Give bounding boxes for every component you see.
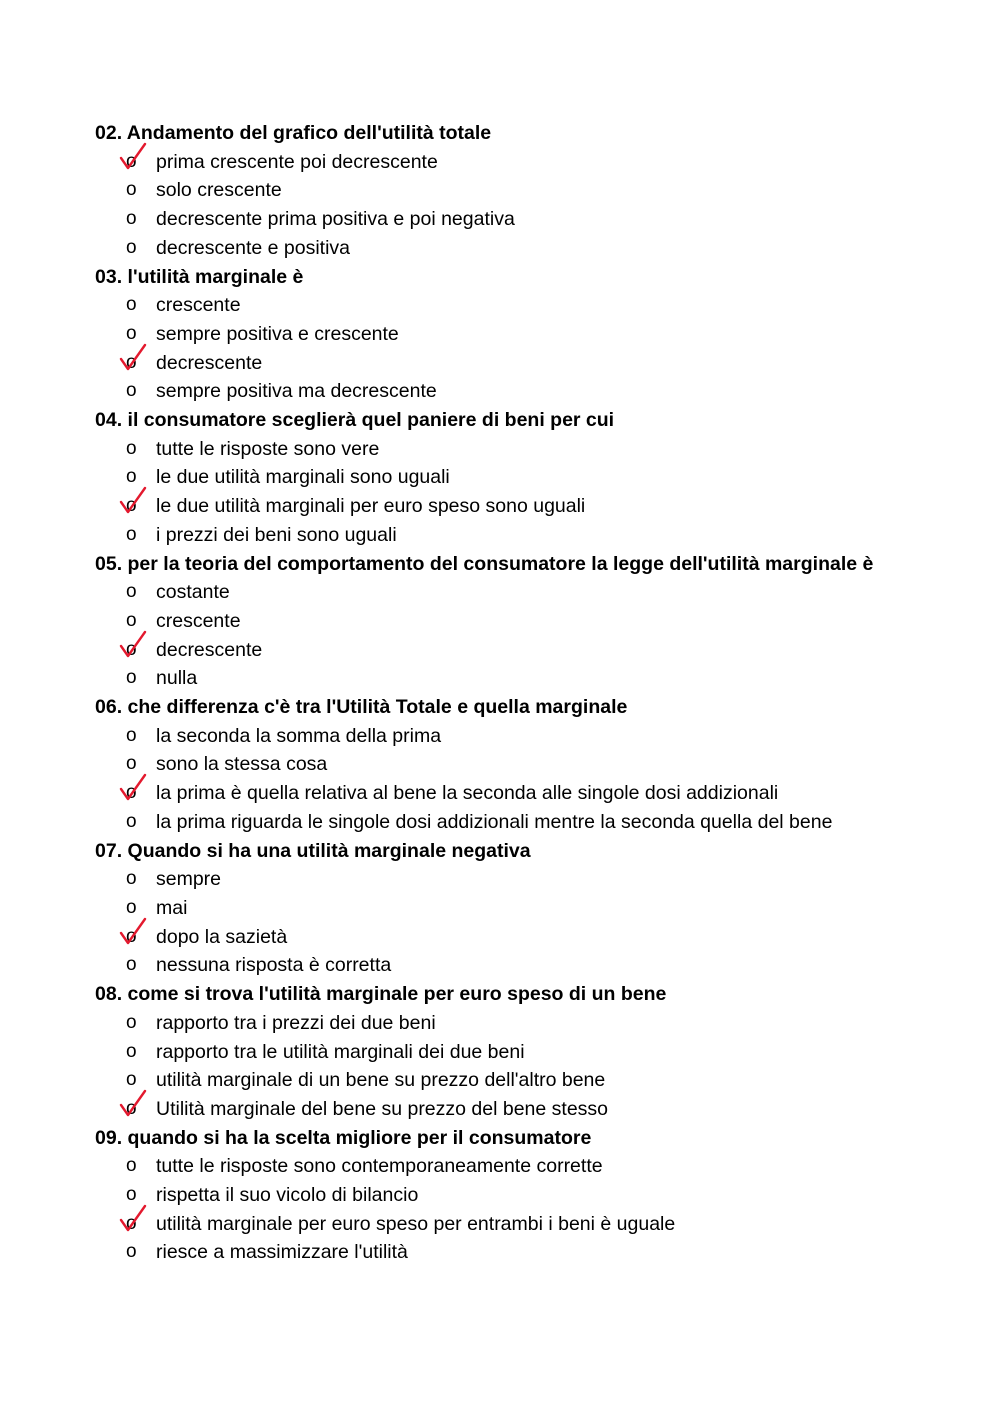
answer-option-checked	[95, 1210, 975, 1239]
answer-option	[95, 205, 975, 234]
answer-option-label: le due utilità marginali sono uguali	[156, 466, 450, 489]
bullet-icon: o	[126, 609, 137, 631]
question-title: 03. l'utilità marginale è	[95, 265, 304, 288]
answer-option	[95, 1181, 975, 1210]
bullet-icon: o	[126, 236, 137, 258]
bullet-icon: o	[126, 294, 137, 316]
question	[95, 119, 975, 263]
checkmark-icon	[117, 141, 149, 173]
answer-option-label: sempre	[156, 868, 222, 891]
bullet-icon: o	[126, 466, 137, 488]
answer-option	[95, 750, 975, 779]
bullet-icon: o	[126, 925, 137, 947]
bullet-icon: o	[126, 1212, 137, 1234]
quiz-list	[95, 119, 975, 1267]
answer-options	[95, 435, 975, 550]
bullet-icon: o	[126, 179, 137, 201]
answer-option-label: solo crescente	[156, 179, 282, 202]
answer-option-checked	[95, 1095, 975, 1124]
bullet-icon: o	[126, 351, 137, 373]
answer-option	[95, 951, 975, 980]
answer-option	[95, 234, 975, 263]
answer-option	[95, 1066, 975, 1095]
bullet-icon: o	[126, 380, 137, 402]
answer-option-label: la seconda la somma della prima	[156, 724, 442, 747]
answer-option	[95, 722, 975, 751]
answer-option-label: rapporto tra le utilità marginali dei due beni	[156, 1040, 525, 1063]
answer-option	[95, 865, 975, 894]
bullet-icon: o	[126, 150, 137, 172]
answer-option-label: crescente	[156, 294, 241, 317]
answer-option-label: nulla	[156, 667, 198, 690]
answer-option-label: dopo la sazietà	[156, 925, 288, 948]
bullet-icon: o	[126, 523, 137, 545]
answer-option	[95, 435, 975, 464]
answer-option-label: costante	[156, 581, 230, 604]
answer-option-label: decrescente prima positiva e poi negativa	[156, 208, 515, 231]
bullet-icon: o	[126, 868, 137, 890]
bullet-icon: o	[126, 1097, 137, 1119]
answer-option-label: crescente	[156, 609, 241, 632]
question	[95, 406, 975, 550]
question-title: 09. quando si ha la scelta migliore per il consumatore	[95, 1126, 592, 1149]
answer-option-label: prima crescente poi decrescente	[156, 150, 438, 173]
question	[95, 550, 975, 694]
answer-option	[95, 291, 975, 320]
bullet-icon: o	[126, 782, 137, 804]
bullet-icon: o	[126, 667, 137, 689]
answer-option-label: mai	[156, 896, 188, 919]
answer-option	[95, 664, 975, 693]
question-title: 02. Andamento del grafico dell'utilità totale	[95, 122, 492, 144]
answer-option-label: decrescente	[156, 351, 263, 374]
answer-option-label: i prezzi dei beni sono uguali	[156, 523, 397, 546]
answer-option-label: sempre positiva e crescente	[156, 322, 399, 345]
question	[95, 693, 975, 837]
answer-option	[95, 894, 975, 923]
answer-option-checked	[95, 923, 975, 952]
answer-option-label: utilità marginale di un bene su prezzo dell'altro bene	[156, 1069, 606, 1092]
answer-options	[95, 578, 975, 693]
answer-option	[95, 578, 975, 607]
bullet-icon: o	[126, 1241, 137, 1263]
answer-option	[95, 521, 975, 550]
question-title: 04. il consumatore sceglierà quel paniere di beni per cui	[95, 409, 615, 432]
checkmark-icon	[117, 1088, 149, 1120]
question	[95, 837, 975, 981]
answer-option-label: la prima è quella relativa al bene la seconda alle singole dosi addizionali	[156, 782, 779, 805]
bullet-icon: o	[126, 638, 137, 660]
question	[95, 263, 975, 407]
answer-option-checked	[95, 636, 975, 665]
bullet-icon: o	[126, 322, 137, 344]
answer-options	[95, 291, 975, 406]
answer-option	[95, 808, 975, 837]
answer-options	[95, 722, 975, 837]
answer-option	[95, 463, 975, 492]
bullet-icon: o	[126, 495, 137, 517]
checkmark-icon	[117, 1203, 149, 1235]
answer-option-label: rapporto tra i prezzi dei due beni	[156, 1011, 436, 1034]
bullet-icon: o	[126, 208, 137, 230]
question	[95, 1124, 975, 1268]
answer-option-checked	[95, 148, 975, 177]
answer-options	[95, 865, 975, 980]
answer-option-label: sempre positiva ma decrescente	[156, 380, 437, 403]
answer-option-label: rispetta il suo vicolo di bilancio	[156, 1184, 419, 1207]
question-title: 08. come si trova l'utilità marginale per euro speso di un bene	[95, 983, 667, 1006]
answer-option-label: riesce a massimizzare l'utilità	[156, 1241, 408, 1264]
answer-option	[95, 377, 975, 406]
checkmark-icon	[117, 485, 149, 517]
answer-options	[95, 1152, 975, 1267]
bullet-icon: o	[126, 810, 137, 832]
bullet-icon: o	[126, 1155, 137, 1177]
answer-options	[95, 1009, 975, 1124]
checkmark-icon	[117, 629, 149, 661]
answer-options	[95, 148, 975, 263]
answer-option-label: decrescente e positiva	[156, 236, 351, 259]
answer-option-label: tutte le risposte sono contemporaneamente corrette	[156, 1155, 603, 1178]
bullet-icon: o	[126, 437, 137, 459]
bullet-icon: o	[126, 1069, 137, 1091]
answer-option	[95, 176, 975, 205]
answer-option	[95, 1038, 975, 1067]
answer-option-label: tutte le risposte sono vere	[156, 437, 380, 460]
bullet-icon: o	[126, 896, 137, 918]
checkmark-icon	[117, 772, 149, 804]
answer-option-label: decrescente	[156, 638, 263, 661]
bullet-icon: o	[126, 581, 137, 603]
answer-option-checked	[95, 349, 975, 378]
answer-option-checked	[95, 492, 975, 521]
question-title: 05. per la teoria del comportamento del consumatore la legge dell'utilità marginale è	[95, 552, 874, 575]
answer-option	[95, 1152, 975, 1181]
answer-option	[95, 1238, 975, 1267]
answer-option	[95, 607, 975, 636]
bullet-icon: o	[126, 753, 137, 775]
answer-option-label: utilità marginale per euro speso per entrambi i beni è uguale	[156, 1212, 676, 1235]
checkmark-icon	[117, 342, 149, 374]
answer-option-label: le due utilità marginali per euro speso sono uguali	[156, 495, 586, 518]
answer-option-checked	[95, 779, 975, 808]
answer-option-label: nessuna risposta è corretta	[156, 954, 392, 977]
question-title: 06. che differenza c'è tra l'Utilità Totale e quella marginale	[95, 696, 628, 719]
bullet-icon: o	[126, 724, 137, 746]
answer-option-label: la prima riguarda le singole dosi addizionali mentre la seconda quella del bene	[156, 810, 833, 833]
checkmark-icon	[117, 916, 149, 948]
answer-option	[95, 320, 975, 349]
bullet-icon: o	[126, 1040, 137, 1062]
bullet-icon: o	[126, 1184, 137, 1206]
bullet-icon: o	[126, 954, 137, 976]
answer-option-label: sono la stessa cosa	[156, 753, 328, 776]
answer-option	[95, 1009, 975, 1038]
question-title: 07. Quando si ha una utilità marginale negativa	[95, 839, 531, 862]
question	[95, 980, 975, 1124]
answer-option-label: Utilità marginale del bene su prezzo del bene stesso	[156, 1097, 609, 1120]
bullet-icon: o	[126, 1011, 137, 1033]
